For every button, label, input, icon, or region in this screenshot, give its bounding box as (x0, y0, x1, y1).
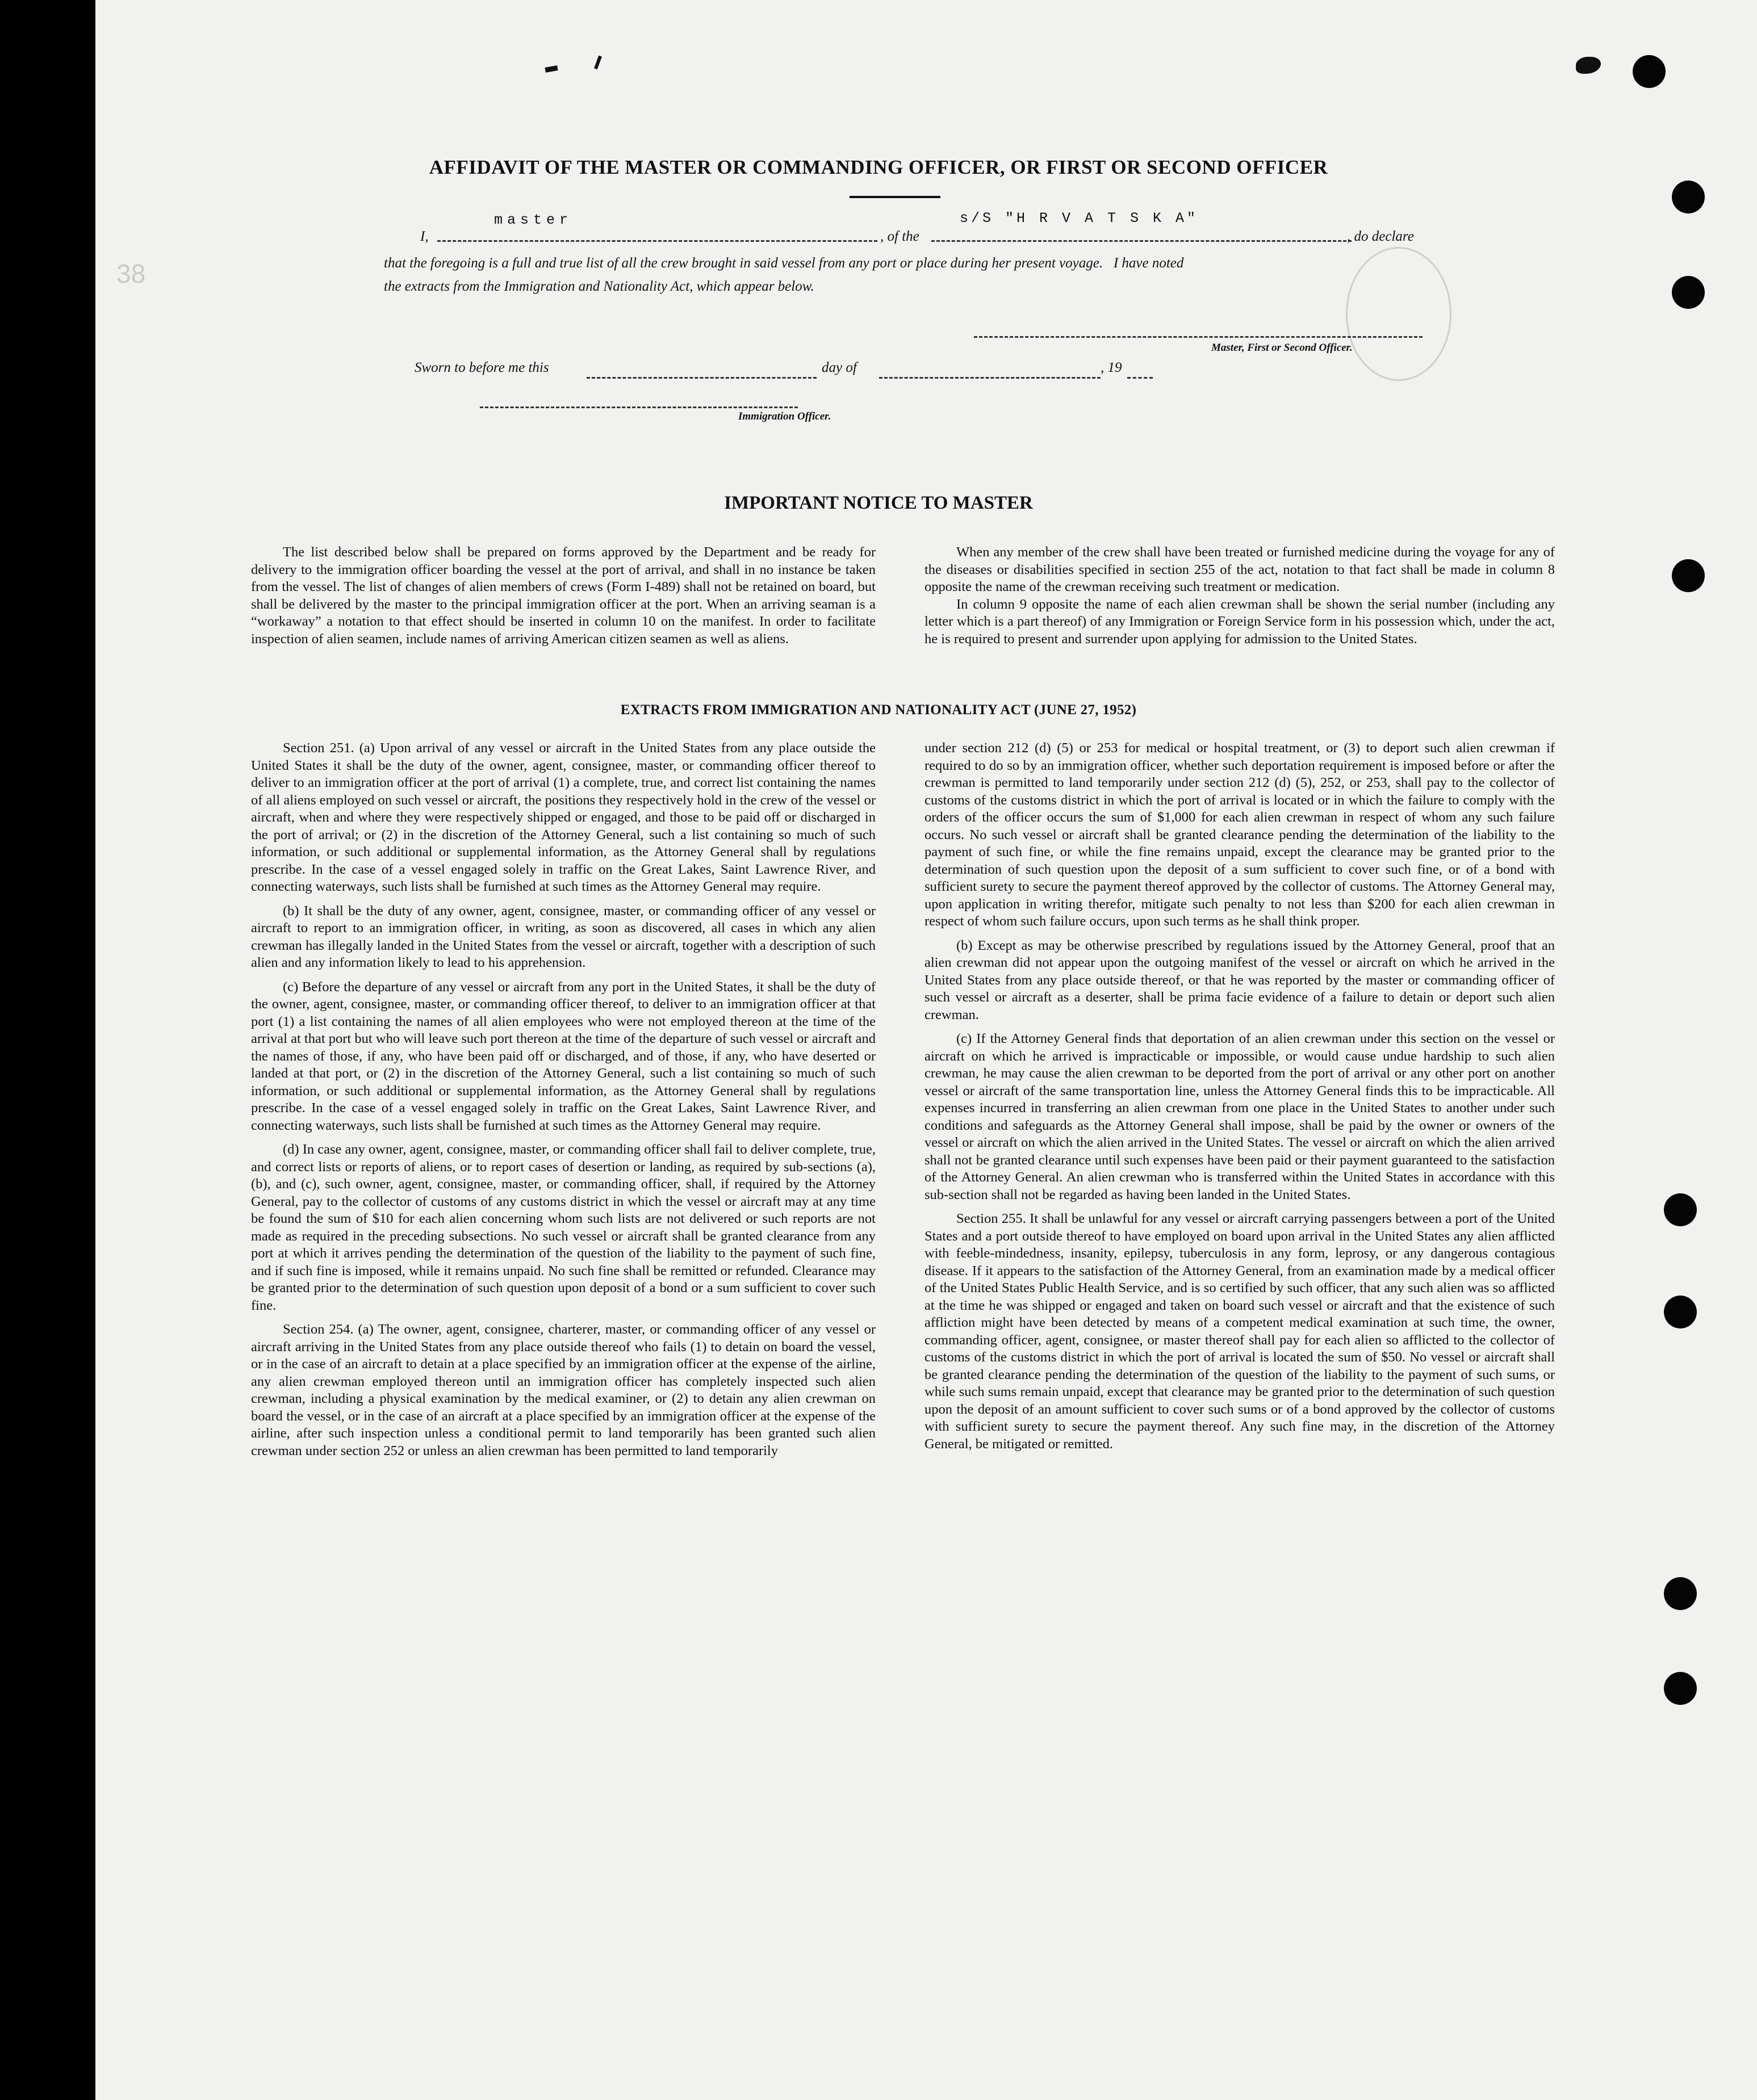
bleed-through-number: 38 (116, 259, 146, 288)
i-label: I, (420, 229, 429, 244)
of-the-label: , of the (880, 229, 919, 244)
punch-hole (1664, 1577, 1697, 1610)
officer-caption: Immigration Officer. (738, 410, 831, 422)
vessel-field[interactable] (931, 207, 1352, 242)
section-251a: Section 251. (a) Upon arrival of any vessel or aircraft in the United States from any place outside the United States it shall be the duty of the owner, agent, consignee, master, or commanding officer thereof to deliver to an immigration officer at the port of arrival (1) a complete, true, and correct list containing the names of all aliens employed on such vessel or aircraft, the positions they respectively hold in the crew of the vessel or aircraft, when and where they were respectively shipped or engaged, and those to be paid off or discharged in the port of arrival; or (2) in the discretion of the Attorney General, such a list containing so much of such information, or such additional or supplemental information, as the Attorney General shall by regulations prescribe. In the case of a vessel engaged solely in traffic on the Great Lakes, Saint Lawrence River, and connecting waterways, such lists shall be furnished at such times as the Attorney General may require. (251, 740, 876, 894)
year-label: , 19 (1101, 360, 1122, 375)
notice-paragraph: When any member of the crew shall have been treated or furnished medicine during the voyage for any of the diseases or disabilities specified in section 255 of the act, notation to that fact shall be made in column 8 opposite the name of the crewman receiving such treatment or medication. (924, 544, 1555, 594)
section-254a-continued: under section 212 (d) (5) or 253 for medical or hospital treatment, or (3) to deport such alien crewman if required to do so by an immigration officer, whether such deportation requirement is imposed before or after the crewman is permitted to land temporarily under section 212 (d) (5), 252, or 253, shall pay to the collector of customs of the customs district in which the port of arrival is located or in which the failure to comply with the orders of the officer occurs the sum of $1,000 for each alien crewman in respect of whom any such failure occurs. No such vessel or aircraft shall be granted clearance pending the determination of the liability to the payment of such fine, or while the fine remains unpaid, except the clearance may be granted prior to the determination of such question upon the deposit of a sum sufficient to cover such fine, or of a bond with sufficient surety to secure the payment thereof approved by the collector of customs. The Attorney General may, upon application in writing therefor, mitigate such penalty to not less than $200 for each alien crewman in respect of whom such failure occurs, upon such terms as he shall think proper. (924, 740, 1555, 929)
extracts-left-column (251, 740, 876, 1466)
punch-hole (1672, 181, 1705, 213)
affidavit-line-3: the extracts from the Immigration and Nationality Act, which appear below. (384, 279, 814, 294)
faint-seal (1346, 247, 1451, 381)
year-field[interactable] (1127, 363, 1153, 379)
punch-hole (1664, 1672, 1697, 1705)
punch-hole (1664, 1193, 1697, 1226)
section-254b: (b) Except as may be otherwise prescribed by regulations issued by the Attorney General, proof that an alien crewman did not appear upon the outgoing manifest of the vessel or aircraft on which he arrived in the United States from any place outside thereof, or that he was reported by the master or commanding officer of such vessel or aircraft as a deserter, shall be prima facie evidence of a failure to detain or deport such alien crewman. (924, 937, 1555, 1022)
officer-signature-line[interactable] (480, 393, 798, 408)
extracts-title: EXTRACTS FROM IMMIGRATION AND NATIONALITY ACT (JUNE 27, 1952) (620, 702, 1137, 718)
sworn-label: Sworn to before me this (415, 360, 549, 375)
punch-hole (1672, 559, 1705, 592)
notice-right-column (924, 544, 1555, 655)
section-254a: Section 254. (a) The owner, agent, consignee, charterer, master, or commanding officer of any vessel or aircraft arriving in the United States from any place outside thereof who fails (1) to detain on board the vessel, or in the case of an aircraft to detain at a place specified by an immigration officer at the expense of the airline, any alien crewman employed thereon until an immigration officer has completely inspected such alien crewman, including a physical examination by the medical examiner, or (2) to detain any alien crewman on board the vessel, or in the case of an aircraft at a place specified by an immigration officer at the expense of the airline, after such inspection unless a conditional permit to land temporarily has been granted such alien crewman under section 252 or unless an alien crewman has been permitted to land temporarily (251, 1322, 876, 1458)
affidavit-line-2: that the foregoing is a full and true list of all the crew brought in said vessel from any port or place during her present voyage. I have noted (384, 255, 1184, 271)
affidavit-title: AFFIDAVIT OF THE MASTER OR COMMANDING OFFICER, OR FIRST OR SECOND OFFICER (429, 156, 1328, 178)
do-declare-label: , do declare (1347, 229, 1414, 244)
extracts-right-column (924, 740, 1555, 1460)
punch-hole (1633, 55, 1666, 88)
notice-paragraph: The list described below shall be prepared on forms approved by the Department and be ready for delivery to the immigration officer boarding the vessel at the port of arrival, and shall in no instance be taken from the vessel. The list of changes of alien members of crews (Form I-489) shall not be retained on board, but shall be delivered by the master to the principal immigration officer at the port. When an arriving seaman is a “workaway” a notation to that effect should be inserted in column 10 on the manifest. In order to facilitate inspection of alien seamen, include names of arriving American citizen seamen as well as aliens. (251, 544, 876, 647)
section-251b: (b) It shall be the duty of any owner, agent, consignee, master, or commanding officer of any vessel or aircraft to report to an immigration officer, in writing, as soon as discovered, all cases in which any alien crewman has illegally landed in the United States from the vessel or aircraft, together with a description of such alien and any information likely to lead to his apprehension. (251, 903, 876, 970)
section-251c: (c) Before the departure of any vessel or aircraft from any port in the United States, it shall be the duty of the owner, agent, consignee, master, or commanding officer thereof, to deliver to an immigration officer at that port (1) a list containing the names of all alien employees who were not employed thereon at the time of the arrival at that port but who will leave such port thereon at the time of the departure of such vessel or aircraft and the names of those, if any, who have been paid off or discharged, and of those, if any, who have deserted or landed at that port, or (2) in the discretion of the Attorney General, such a list containing so much of such information, or such additional or supplemental information, as the Attorney General shall by regulations prescribe. In the case of a vessel engaged solely in traffic on the Great Lakes, Saint Lawrence River, and connecting waterways, such lists shall be furnished at such times as the Attorney General may require. (251, 979, 876, 1133)
sworn-date-field[interactable] (587, 363, 817, 379)
section-251d: (d) In case any owner, agent, consignee, master, or commanding officer shall fail to deliver complete, true, and correct lists or reports of aliens, or to report cases of desertion or landing, as required by sub-sections (a), (b), and (c), such owner, agent, consignee, master, or commanding officer, shall, if required by the Attorney General, pay to the collector of customs of any customs district in which the vessel or aircraft may at any time be found the sum of $10 for each alien concerning whom such lists are not delivered or such reports are not made as required in the preceding subsections. No such vessel or aircraft shall be granted clearance from any port at which it arrives pending the determination of the question of the liability to the payment of such fine, and if such fine is imposed, while it remains unpaid. No such fine shall be remitted or refunded. Clearance may be granted prior to the determination of such question upon deposit of a bond or a sum sufficient to cover such fine. (251, 1142, 876, 1313)
punch-hole (1672, 276, 1705, 309)
notice-paragraph: In column 9 opposite the name of each alien crewman shall be shown the serial number (including any letter which is a part thereof) of any Immigration or Foreign Service form in his possession which, under the act, he is required to present and surrender upon applying for admission to the United States. (924, 596, 1555, 647)
punch-hole (1664, 1296, 1697, 1328)
month-field[interactable] (879, 363, 1101, 379)
vessel-value: s/S "H R V A T S K A" (960, 210, 1199, 227)
signature-caption: Master, First or Second Officer. (1211, 342, 1353, 354)
section-255: Section 255. It shall be unlawful for any vessel or aircraft carrying passengers between a port of the United States and a port outside thereof to have employed on board upon arrival in the United States any alien afflicted with feeble-mindedness, insanity, epilepsy, tuberculosis in any form, leprosy, or any dangerous contagious disease. If it appears to the satisfaction of the Attorney General, from an examination made by a medical officer of the United States Public Health Service, and is so certified by such officer, that any such alien was so afflicted at the time he was shipped or engaged and taken on board such vessel or aircraft and that the existence of such affliction might have been detected by means of a competent medical examination at such time, the owner, commanding officer, agent, consignee, or master thereof shall pay for each alien so afflicted to the collector of customs of the customs district in which the port of arrival is located the sum of $50. No vessel or aircraft shall be granted clearance pending the determination of the question of the liability to the payment of such sums, or while such sums remain unpaid, except that clearance may be granted prior to the determination of such question upon the deposit of an amount sufficient to cover such sums or of a bond approved by the collector of customs with sufficient surety to secure the payment thereof. Any such fine may, in the discretion of the Attorney General, be mitigated or remitted. (924, 1211, 1555, 1452)
name-field[interactable] (437, 207, 877, 242)
section-254c: (c) If the Attorney General finds that deportation of an alien crewman under this section on the vessel or aircraft on which he arrived is impracticable or impossible, or would cause undue hardship to such alien crewman, he may cause the alien crewman to be deported from the port of arrival or any other port on another vessel or aircraft of the same transportation line, unless the Attorney General finds this to be impracticable. All expenses incurred in transferring an alien crewman from one place in the United States to another under such conditions and safeguards as the Attorney General shall impose, shall be paid by the owner or owners of the vessel or aircraft on which the alien arrived in the United States. The vessel or aircraft on which the alien arrived shall not be granted clearance until such expenses have been paid or their payment guaranteed to the satisfaction of the Attorney General. An alien crewman who is transferred within the United States in accordance with this sub-section shall not be regarded as having been landed in the United States. (924, 1031, 1555, 1202)
day-of-label: day of (822, 360, 857, 375)
name-value: master (494, 212, 573, 228)
notice-title: IMPORTANT NOTICE TO MASTER (724, 493, 1033, 513)
notice-left-column (251, 544, 876, 655)
signature-line[interactable] (974, 318, 1423, 338)
title-divider (850, 196, 940, 198)
